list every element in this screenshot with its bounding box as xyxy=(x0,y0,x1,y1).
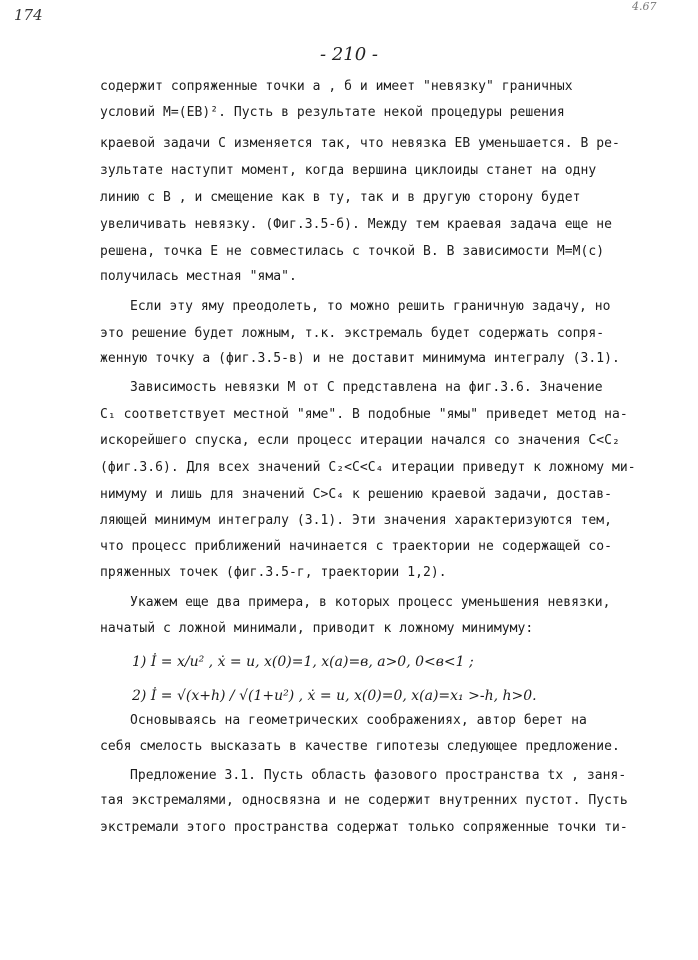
text-line: Основываясь на геометрических соображениях, автор берет на xyxy=(130,713,587,728)
text-line: пряженных точек (фиг.3.5-г, траектории 1,2). xyxy=(100,565,447,580)
formula-example-1: 1) İ = x/u² , ẋ = u, x(0)=1, x(a)=в, a>0, 0<в<1 ; xyxy=(132,654,474,670)
page-number: - 210 - xyxy=(320,44,378,65)
text-line: линию с B , и смещение как в ту, так и в другую сторону будет xyxy=(100,190,581,205)
text-line: Зависимость невязки M от C представлена на фиг.3.6. Значение xyxy=(130,380,603,395)
text-line: (фиг.3.6). Для всех значений C₂<C<C₄ итерации приведут к ложному ми- xyxy=(100,460,636,475)
text-line: начатый с ложной минимали, приводит к ложному минимуму: xyxy=(100,621,534,636)
text-line: экстремали этого пространства содержат только сопряженные точки ти- xyxy=(100,820,628,835)
proposition-line: Предложение 3.1. Пусть область фазового пространства tx , заня- xyxy=(130,768,627,783)
text-line: Укажем еще два примера, в которых процесс уменьшения невязки, xyxy=(130,595,611,610)
text-line: искорейшего спуска, если процесс итерации начался со значения C<C₂ xyxy=(100,433,620,448)
text-line: решена, точка E не совместилась с точкой B. В зависимости M=M(c) xyxy=(100,244,605,259)
text-line: краевой задачи C изменяется так, что невязка EB уменьшается. В ре- xyxy=(100,136,620,151)
text-line: женную точку a (фиг.3.5-в) и не доставит минимума интегралу (3.1). xyxy=(100,351,620,366)
text-line: Если эту яму преодолеть, то можно решить граничную задачу, но xyxy=(130,299,611,314)
text-line: условий M=(EB)². Пусть в результате некой процедуры решения xyxy=(100,105,565,120)
text-line: C₁ соответствует местной "яме". В подобные "ямы" приведет метод на- xyxy=(100,407,628,422)
archive-page-mark: 174 xyxy=(14,6,43,24)
text-line: зультате наступит момент, когда вершина циклоиды станет на одну xyxy=(100,163,597,178)
text-line: тая экстремалями, односвязна и не содержит внутренних пустот. Пусть xyxy=(100,793,628,808)
formula-example-2: 2) İ = √(x+h) / √(1+u²) , ẋ = u, x(0)=0, x(a)=x₁ >-h, h>0. xyxy=(132,688,537,704)
text-line: ляющей минимум интегралу (3.1). Эти значения характеризуются тем, xyxy=(100,513,612,528)
text-line: получилась местная "яма". xyxy=(100,269,297,284)
text-line: нимуму и лишь для значений C>C₄ к решению краевой задачи, достав- xyxy=(100,487,612,502)
archive-corner-note: 4.67 xyxy=(632,0,657,13)
text-line: содержит сопряженные точки a , б и имеет "невязку" граничных xyxy=(100,79,573,94)
text-line: что процесс приближений начинается с траектории не содержащей со- xyxy=(100,539,612,554)
text-line: себя смелость высказать в качестве гипотезы следующее предложение. xyxy=(100,739,620,754)
text-line: это решение будет ложным, т.к. экстремаль будет содержать сопря- xyxy=(100,326,605,341)
text-line: увеличивать невязку. (Фиг.3.5-б). Между тем краевая задача еще не xyxy=(100,217,612,232)
